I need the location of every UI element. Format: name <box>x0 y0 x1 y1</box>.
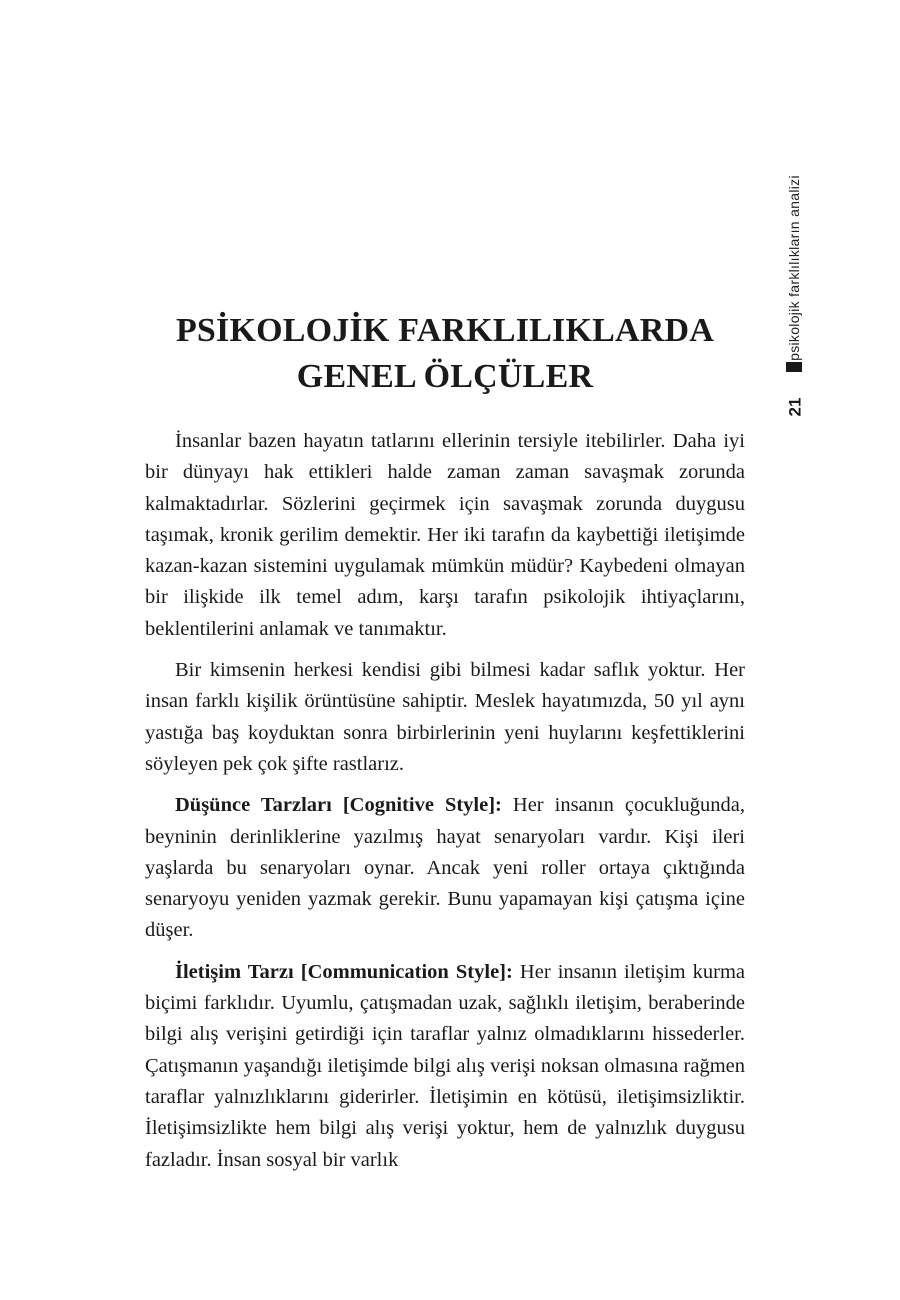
chapter-title-line-2: GENEL ÖLÇÜLER <box>296 358 594 395</box>
page-number-text: 21 <box>784 397 804 417</box>
paragraph-3 <box>145 790 745 946</box>
chapter-title-line-1: PSİKOLOJİK FARKLILIKLARDA <box>175 312 715 349</box>
paragraph-text: Her insanın çocukluğunda, beyninin derinliklerine yazılmış hayat senaryoları vardır. Kişi ileri yaşlarda bu senaryoları oynar. Ancak yeni roller ortaya çıktığında senaryoyu yeniden yazmak gerekir. Bunu yapamayan kişi çatışma içine düşer. <box>145 794 745 942</box>
paragraph-text: Bir kimsenin herkesi kendisi gibi bilmesi kadar saflık yoktur. Her insan farklı kişilik örüntüsüne sahiptir. Meslek hayatımızda, 50 yıl aynı yastığa baş koyduktan sonra birbirlerinin yeni huylarını keşfettiklerini söyleyen pek çok şifte rastlarız. <box>145 659 745 775</box>
page-number <box>780 392 810 422</box>
running-head-marker <box>786 362 802 372</box>
communication-style-heading: İletişim Tarzı [Communication Style]: <box>175 960 513 983</box>
paragraph-1 <box>145 426 745 645</box>
paragraph-2 <box>145 655 745 780</box>
cognitive-style-heading: Düşünce Tarzları [Cognitive Style]: <box>175 794 502 817</box>
paragraph-text: İnsanlar bazen hayatın tatlarını ellerinin tersiyle itebilirler. Daha iyi bir dünyayı hak ettikleri halde zaman zaman savaşmak zorunda kalmaktadırlar. Sözlerini geçirmek için savaşmak zorunda duygusu taşımak, kronik gerilim demektir. Her iki tarafın da kaybettiği iletişimde kazan-kazan sistemini uygulamak mümkün müdür? Kaybedeni olmayan bir ilişkide ilk temel adım, karşı tarafın psikolojik ihtiyaçlarını, beklentilerini anlamak ve tanımaktır. <box>145 430 745 640</box>
chapter-title <box>145 308 745 400</box>
running-head-text: psikolojik farklılıkların analizi <box>786 175 802 361</box>
running-head <box>783 158 805 378</box>
body-text <box>145 426 745 1186</box>
paragraph-4 <box>145 957 745 1176</box>
paragraph-text: Her insanın iletişim kurma biçimi farklıdır. Uyumlu, çatışmadan uzak, sağlıklı iletişim, beraberinde bilgi alış verişini getirdiği için taraflar yalnız olmadıklarını hissederler. Çatışmanın yaşandığı iletişimde bilgi alış verişi noksan olmasına rağmen taraflar yalnızlıklarını giderirler. İletişimin en kötüsü, iletişimsizliktir. İletişimsizlikte hem bilgi alış verişi yoktur, hem de yalnızlık duygusu fazladır. İnsan sosyal bir varlık <box>145 960 745 1171</box>
